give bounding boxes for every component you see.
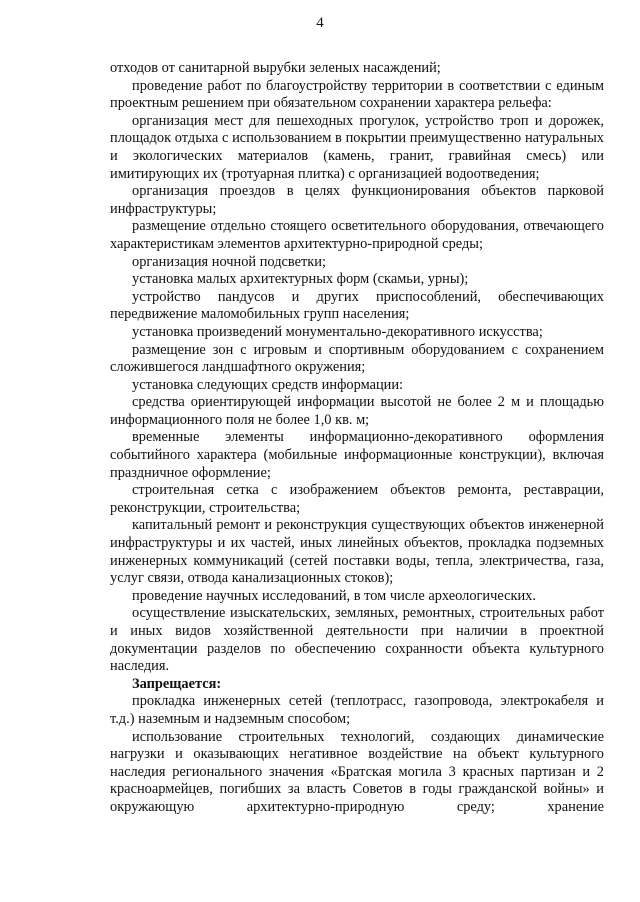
paragraph: использование строительных технологий, создающих динамические нагрузки и оказывающих негативное воздействие на объект культурного наследия регионального значения «Братская могила 3 красных партизан и 2 красноармейцев, погибших за власть Советов в годы гражданской войны» и окружающую архитектурно-природную среду; хранение [110,728,604,815]
paragraph: прокладка инженерных сетей (теплотрасс, газопровода, электрокабеля и т.д.) наземным и надземным способом; [110,693,604,727]
paragraph: размещение зон с игровым и спортивным оборудованием с сохранением сложившегося ландшафтного окружения; [110,341,604,376]
paragraph: отходов от санитарной вырубки зеленых насаждений; [110,60,441,76]
page-number: 4 [316,15,324,31]
paragraph: проведение научных исследований, в том числе археологических. [132,587,536,604]
paragraph: средства ориентирующей информации высотой не более 2 м и площадью информационного поля не более 1,0 кв. м; [110,394,604,428]
paragraph: осуществление изыскательских, земляных, ремонтных, строительных работ и иных видов хозяйственной деятельности при наличии в проектной документации разделов по обеспечению сохранности объекта культурного наследия. [110,605,604,675]
paragraph: установка следующих средств информации: [132,376,404,393]
document-body [110,60,604,817]
paragraph: установка произведений монументально-декоративного искусства; [132,323,543,340]
paragraph: капитальный ремонт и реконструкция существующих объектов инженерной инфраструктуры и их частей, иных линейных объектов, прокладка подземных инженерных коммуникаций (сетей поставки воды, тепла, электричества, газа, услуг связи, отвода канализационных стоков); [110,517,604,587]
paragraph: установка малых архитектурных форм (скамьи, урны); [132,271,469,288]
section-heading: Запрещается: [132,675,222,692]
paragraph: организация мест для пешеходных прогулок, устройство троп и дорожек, площадок отдыха с использованием в покрытии преимущественно натуральных и экологических материалов (камень, гранит, гравийная смесь) или имитирующих их (тротуарная плитка) с организацией водоотведения; [110,112,604,182]
paragraph: временные элементы информационно-декоративного оформления событийного характера (мобильные информационные конструкции), включая праздничное оформление; [110,429,604,481]
paragraph: устройство пандусов и других приспособлений, обеспечивающих передвижение маломобильных групп населения; [110,288,604,323]
paragraph: размещение отдельно стоящего осветительного оборудования, отвечающего характеристикам элементов архитектурно-природной среды; [110,218,604,252]
paragraph: организация проездов в целях функционирования объектов парковой инфраструктуры; [110,183,604,217]
paragraph: организация ночной подсветки; [132,253,326,270]
paragraph: проведение работ по благоустройству территории в соответствии с единым проектным решением при обязательном сохранении характера рельефа: [110,77,604,112]
paragraph: строительная сетка с изображением объектов ремонта, реставрации, реконструкции, строительства; [110,482,604,516]
